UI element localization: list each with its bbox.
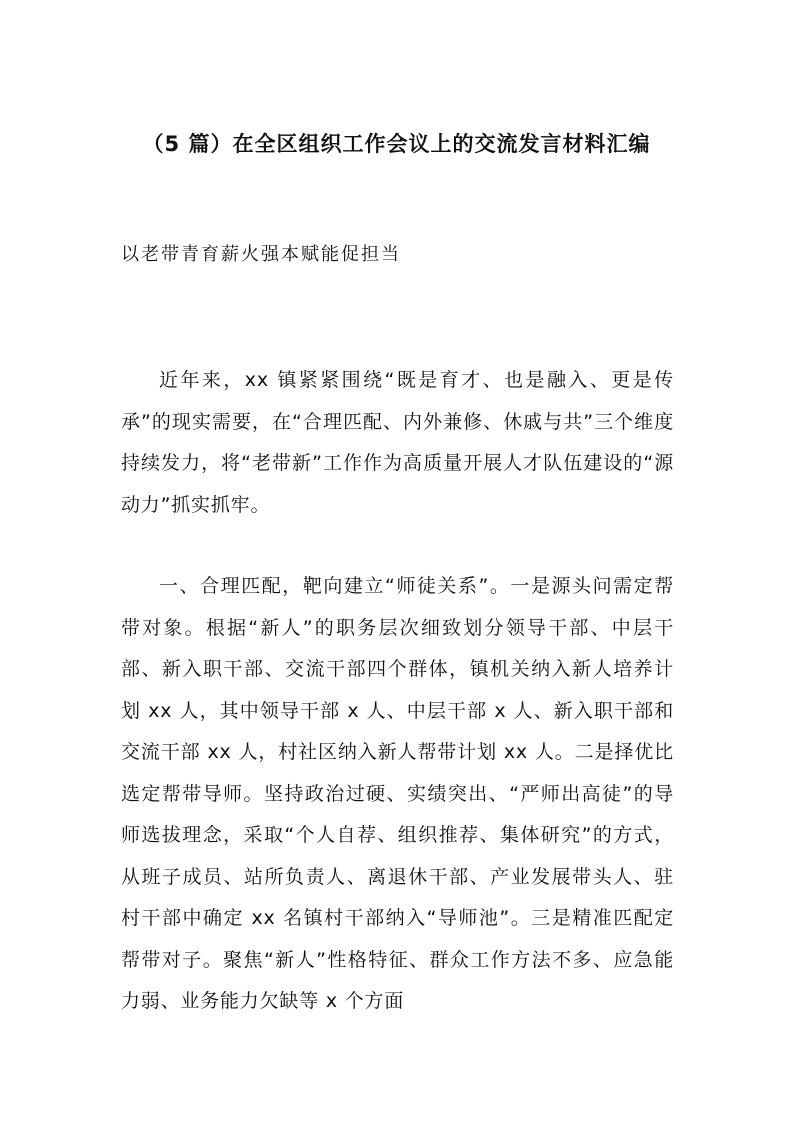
document-title: （5 篇）在全区组织工作会议上的交流发言材料汇编	[142, 132, 651, 156]
document-subtitle: 以老带青育薪火强本赋能促担当	[121, 244, 401, 265]
body-paragraph-intro: 近年来，xx 镇紧紧围绕“既是育才、也是融入、更是传承”的现实需要，在“合理匹配、内外兼修、休戚与共”三个维度持续发力，将“老带新”工作作为高质量开展人才队伍建设的“源动力”抓实抓牢。	[121, 369, 674, 516]
body-paragraph-section-one: 一、合理匹配，靶向建立“师徒关系”。一是源头问需定帮带对象。根据“新人”的职务层次细致划分领导干部、中层干部、新入职干部、交流干部四个群体，镇机关纳入新人培养计划 xx 人，其中领导干部 x 人、中层干部 x 人、新入职干部和交流干部 xx 人，村社区纳入新人帮带计划 xx 人。二是择优比选定帮带导师。坚持政治过硬、实绩突出、“严师出高徒”的导师选拔理念，采取“个人自荐、组织推荐、集体研究”的方式，从班子成员、站所负责人、离退休干部、产业发展带头人、驻村干部中确定 xx 名镇村干部纳入“导师池”。三是精准匹配定帮带对子。聚焦“新人”性格特征、群众工作方法不多、应急能力弱、业务能力欠缺等 x 个方面	[121, 575, 674, 1012]
